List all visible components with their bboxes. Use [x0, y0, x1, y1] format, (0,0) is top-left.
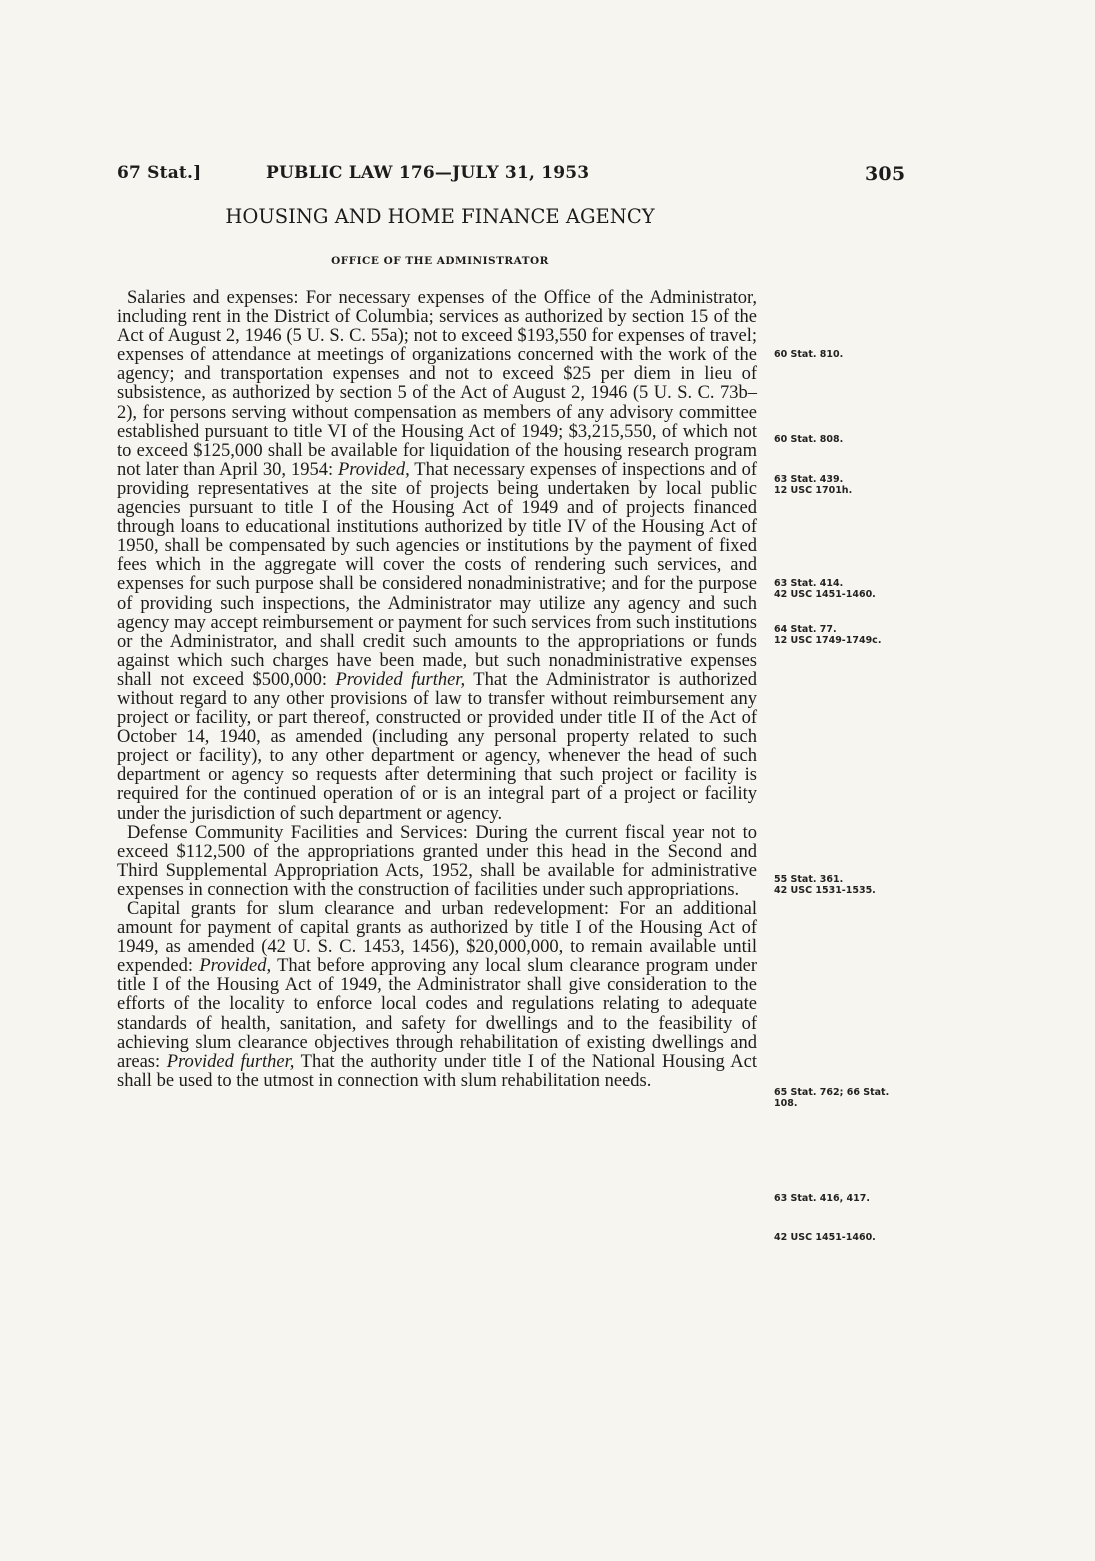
- margin-note: 60 Stat. 808.: [774, 434, 844, 445]
- margin-note: 63 Stat. 416, 417.: [774, 1193, 870, 1204]
- paragraph-capital-grants: Capital grants for slum clearance and urban redevelopment: For an additional amount for payment of capital grants as authorized by title I of the Housing Act of 1949, as amended (42 U. S. C. 1453, 1456), $20,000,000, to remain available until expended: Provided, That before approving any local slum clearance program under title I of the Housing Act of 1949, the Administrator shall give consideration to the efforts of the locality to enforce local codes and regulations relating to adequate standards of health, sanitation, and safety for dwellings and to the feasibility of achieving slum clearance objectives through rehabilitation of existing dwellings and areas: Provided further, That the authority under title I of the National Housing Act shall be used to the utmost in connection with slum rehabilitation needs.: [117, 899, 758, 1091]
- paragraph-defense-community-facilities: Defense Community Facilities and Services: During the current fiscal year not to exceed $112,500 of the appropriations granted under this head in the Second and Third Supplemental Appropriation Acts, 1952, shall be available for administrative expenses in connection with the construction of facilities under such appropriations.: [117, 822, 757, 900]
- office-heading: OFFICE OF THE ADMINISTRATOR: [331, 255, 549, 267]
- margin-note: 65 Stat. 762; 66 Stat. 108.: [774, 1087, 890, 1109]
- margin-note: 42 USC 1451-1460.: [774, 1232, 876, 1243]
- law-title: PUBLIC LAW 176—JULY 31, 1953: [266, 163, 590, 183]
- margin-note: 55 Stat. 361. 42 USC 1531-1535.: [774, 874, 876, 896]
- agency-title: HOUSING AND HOME FINANCE AGENCY: [225, 205, 655, 228]
- margin-note: 63 Stat. 439. 12 USC 1701h.: [774, 474, 853, 496]
- agency-heading: [0, 205, 880, 228]
- margin-note: 60 Stat. 810.: [774, 349, 844, 360]
- margin-note: 64 Stat. 77. 12 USC 1749-1749c.: [774, 624, 882, 646]
- volume-citation: 67 Stat.]: [117, 163, 202, 183]
- page-number: 305: [865, 163, 906, 185]
- document-body: [117, 289, 757, 1091]
- margin-note: 63 Stat. 414. 42 USC 1451-1460.: [774, 578, 876, 600]
- paragraph-salaries-and-expenses: Salaries and expenses: For necessary expenses of the Office of the Administrator, including rent in the District of Columbia; services as authorized by section 15 of the Act of August 2, 1946 (5 U. S. C. 55a); not to exceed $193,550 for expenses of travel; expenses of attendance at meetings of organizations concerned with the work of the agency; and transportation expenses and not to exceed $25 per diem in lieu of subsistence, as authorized by section 5 of the Act of August 2, 1946 (5 U. S. C. 73b–2), for persons serving without compensation as members of any advisory committee established pursuant to title VI of the Housing Act of 1949; $3,215,550, of which not to exceed $125,000 shall be available for liquidation of the housing research program not later than April 30, 1954: Provided, That necessary expenses of inspections and of providing representatives at the site of projects being undertaken by local public agencies pursuant to title I of the Housing Act of 1949 and of projects financed through loans to educational institutions authorized by title IV of the Housing Act of 1950, shall be compensated by such agencies or institutions by the payment of fixed fees which in the aggregate will cover the costs of rendering such services, and expenses for such purpose shall be considered nonadministrative; and for the purpose of providing such inspections, the Administrator may utilize any agency and such agency may accept reimbursement or payment for such services from such institutions or the Administrator, and shall credit such amounts to the appropriations or funds against which such charges have been made, but such nonadministrative expenses shall not exceed $500,000: Provided further, That the Administrator is authorized without regard to any other provisions of law to transfer without reimbursement any project or facility, or part thereof, constructed or provided under title II of the Act of October 14, 1940, as amended (including any personal property related to such project or facility), to any other department or agency, whenever the head of such department or agency so requests after determining that such project or facility is required for the continued operation of or is an integral part of a project or facility under the jurisdiction of such department or agency.: [117, 288, 757, 824]
